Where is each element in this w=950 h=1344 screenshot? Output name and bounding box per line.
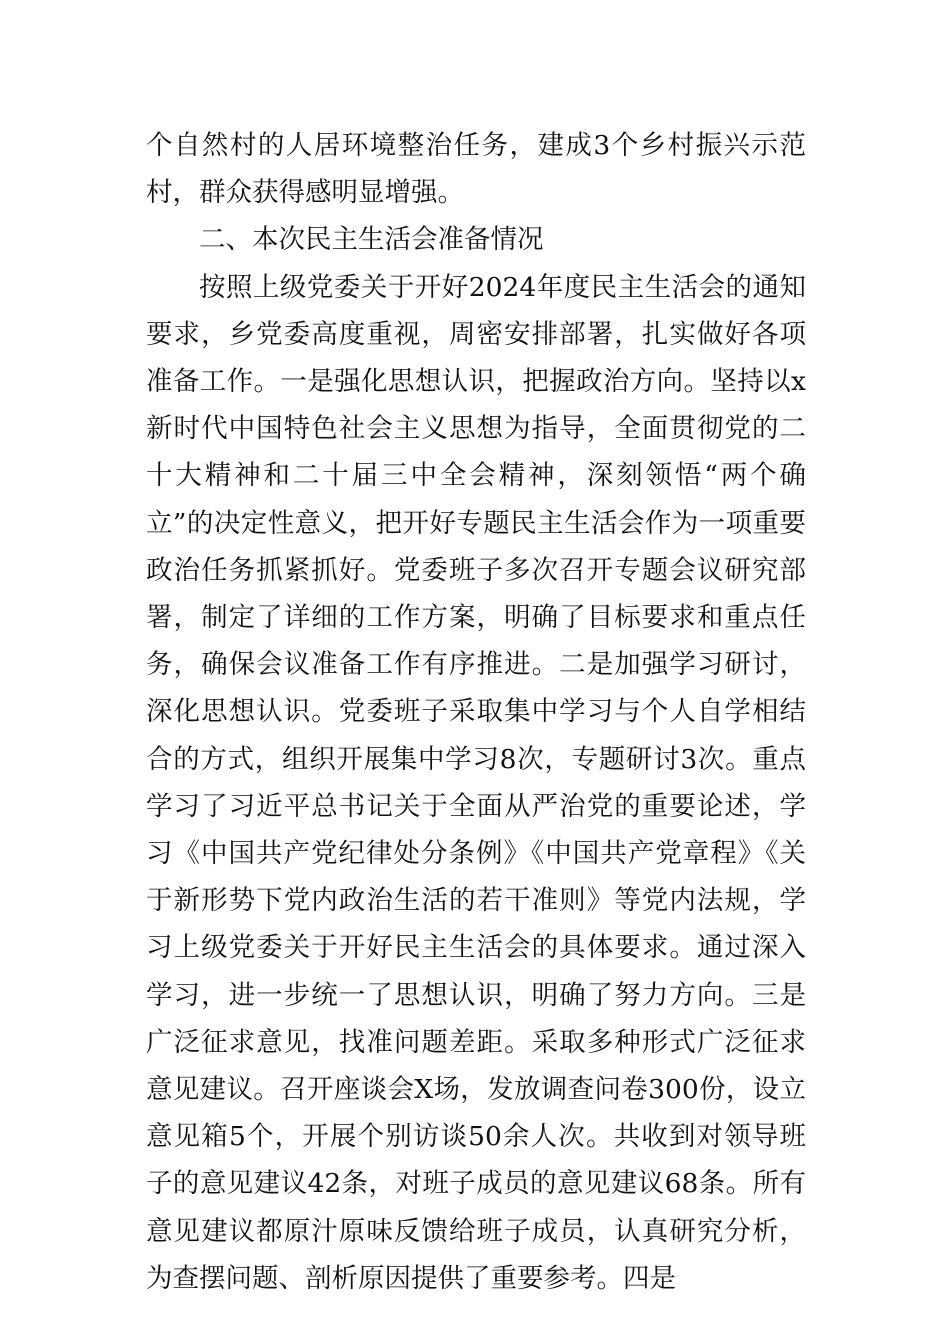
- preparation-paragraph: 按照上级党委关于开好2024年度民主生活会的通知要求，乡党委高度重视，周密安排部署，扎实做好各项准备工作。一是强化思想认识，把握政治方向。坚持以x新时代中国特色社会主义思想为指导，全面贯彻党的二十大精神和二十届三中全会精神，深刻领悟“两个确立”的决定性意义，把开好专题民主生活会作为一项重要政治任务抓紧抓好。党委班子多次召开专题会议研究部署，制定了详细的工作方案，明确了目标要求和重点任务，确保会议准备工作有序推进。二是加强学习研讨，深化思想认识。党委班子采取集中学习与个人自学相结合的方式，组织开展集中学习8次，专题研讨3次。重点学习了习近平总书记关于全面从严治党的重要论述，学习《中国共产党纪律处分条例》《中国共产党章程》《关于新形势下党内政治生活的若干准则》等党内法规，学习上级党委关于开好民主生活会的具体要求。通过深入学习，进一步统一了思想认识，明确了努力方向。三是广泛征求意见，找准问题差距。采取多种形式广泛征求意见建议。召开座谈会X场，发放调查问卷300份，设立意见箱5个，开展个别访谈50余人次。共收到对领导班子的意见建议42条，对班子成员的意见建议68条。所有意见建议都原汁原味反馈给班子成员，认真研究分析，为查摆问题、剖析原因提供了重要参考。四是: [146, 271, 806, 1294]
- document-body: [146, 122, 806, 1302]
- section-heading: 二、本次民主生活会准备情况: [199, 224, 544, 256]
- continuation-paragraph: 个自然村的人居环境整治任务，建成3个乡村振兴示范村，群众获得感明显增强。: [146, 130, 806, 209]
